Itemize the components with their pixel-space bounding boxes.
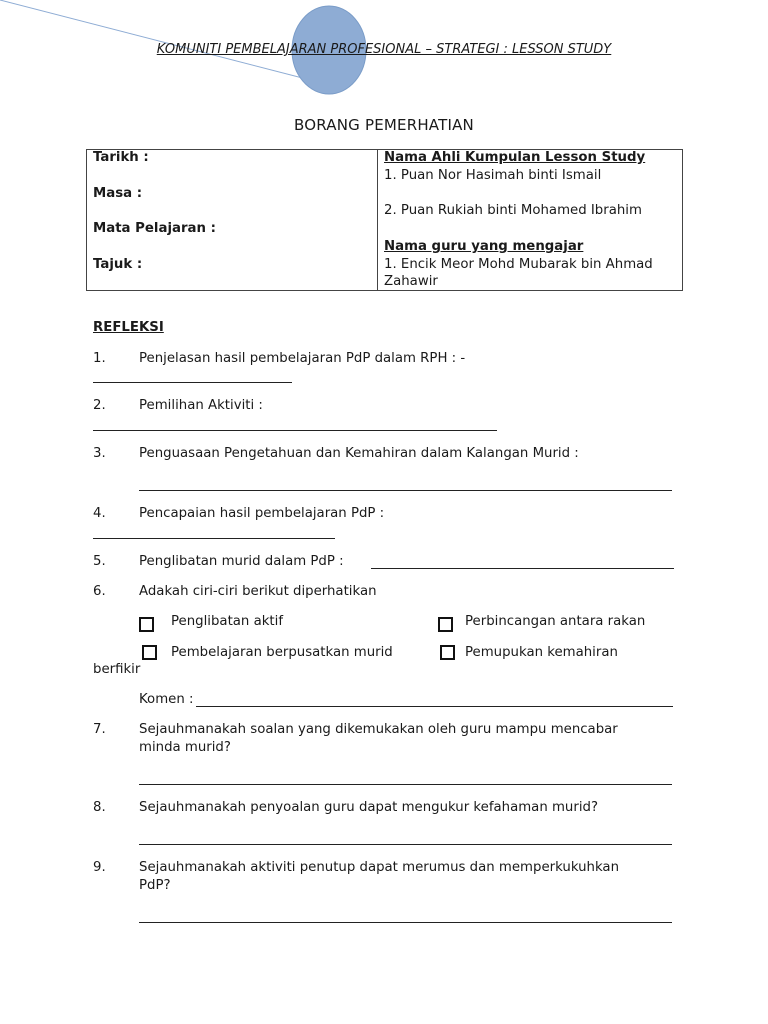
item-8-answer-line[interactable] bbox=[139, 844, 672, 845]
item-7-number: 7. bbox=[93, 722, 106, 737]
member-2: 2. Puan Rukiah binti Mohamed Ibrahim bbox=[384, 203, 642, 218]
item-8-text: Sejauhmanakah penyoalan guru dapat mengukur kefahaman murid? bbox=[139, 800, 599, 815]
decorative-line bbox=[0, 0, 318, 82]
item-9-answer-line[interactable] bbox=[139, 922, 672, 923]
item-1-answer-line[interactable] bbox=[93, 382, 292, 383]
item-9-text-line2: PdP? bbox=[139, 878, 171, 893]
table-divider bbox=[377, 150, 378, 290]
item-5-number: 5. bbox=[93, 554, 106, 569]
topic-label: Tajuk : bbox=[93, 257, 143, 272]
item-9-text: Sejauhmanakah aktiviti penutup dapat merumus dan memperkukuhkan bbox=[139, 860, 620, 875]
item-2-text: Pemilihan Aktiviti : bbox=[139, 398, 263, 413]
checkbox-peer-discussion[interactable] bbox=[438, 617, 453, 632]
item-3-text: Penguasaan Pengetahuan dan Kemahiran dalam Kalangan Murid : bbox=[139, 446, 579, 461]
checkbox-label-wrap: berfikir bbox=[93, 662, 141, 677]
comment-answer-line[interactable] bbox=[196, 706, 673, 707]
comment-label: Komen : bbox=[139, 692, 194, 707]
date-label: Tarikh : bbox=[93, 150, 149, 165]
info-table bbox=[86, 149, 683, 291]
checkbox-label-student-centred: Pembelajaran berpusatkan murid bbox=[171, 645, 393, 660]
checkbox-student-centred[interactable] bbox=[142, 645, 157, 660]
item-3-number: 3. bbox=[93, 446, 106, 461]
member-1: 1. Puan Nor Hasimah binti Ismail bbox=[384, 168, 602, 183]
header-title: KOMUNITI PEMBELAJARAN PROFESIONAL – STRATEGI : LESSON STUDY bbox=[156, 42, 612, 57]
item-7-text: Sejauhmanakah soalan yang dikemukakan oleh guru mampu mencabar bbox=[139, 722, 618, 737]
group-heading: Nama Ahli Kumpulan Lesson Study bbox=[384, 150, 646, 165]
item-6-text: Adakah ciri-ciri berikut diperhatikan bbox=[139, 584, 377, 599]
item-5-text: Penglibatan murid dalam PdP : bbox=[139, 554, 344, 569]
item-6-number: 6. bbox=[93, 584, 106, 599]
item-2-answer-line[interactable] bbox=[93, 430, 497, 431]
item-1-number: 1. bbox=[93, 351, 106, 366]
teacher-name-line1: 1. Encik Meor Mohd Mubarak bin Ahmad bbox=[384, 257, 653, 272]
item-8-number: 8. bbox=[93, 800, 106, 815]
checkbox-label-thinking-skills: Pemupukan kemahiran bbox=[465, 645, 618, 660]
item-4-answer-line[interactable] bbox=[93, 538, 335, 539]
item-2-number: 2. bbox=[93, 398, 106, 413]
checkbox-label-active-involvement: Penglibatan aktif bbox=[171, 614, 284, 629]
item-5-answer-line[interactable] bbox=[371, 568, 674, 569]
checkbox-thinking-skills[interactable] bbox=[440, 645, 455, 660]
form-title: BORANG PEMERHATIAN bbox=[294, 116, 474, 134]
teacher-name-line2: Zahawir bbox=[384, 274, 438, 289]
item-3-answer-line[interactable] bbox=[139, 490, 672, 491]
item-4-number: 4. bbox=[93, 506, 106, 521]
teacher-heading: Nama guru yang mengajar bbox=[384, 239, 584, 254]
item-1-text: Penjelasan hasil pembelajaran PdP dalam RPH : - bbox=[139, 351, 466, 366]
checkbox-active-involvement[interactable] bbox=[139, 617, 154, 632]
reflection-heading: REFLEKSI bbox=[93, 320, 164, 335]
item-9-number: 9. bbox=[93, 860, 106, 875]
item-4-text: Pencapaian hasil pembelajaran PdP : bbox=[139, 506, 385, 521]
item-7-answer-line[interactable] bbox=[139, 784, 672, 785]
checkbox-label-peer-discussion: Perbincangan antara rakan bbox=[465, 614, 646, 629]
item-7-text-line2: minda murid? bbox=[139, 740, 231, 755]
subject-label: Mata Pelajaran : bbox=[93, 221, 216, 236]
time-label: Masa : bbox=[93, 186, 143, 201]
